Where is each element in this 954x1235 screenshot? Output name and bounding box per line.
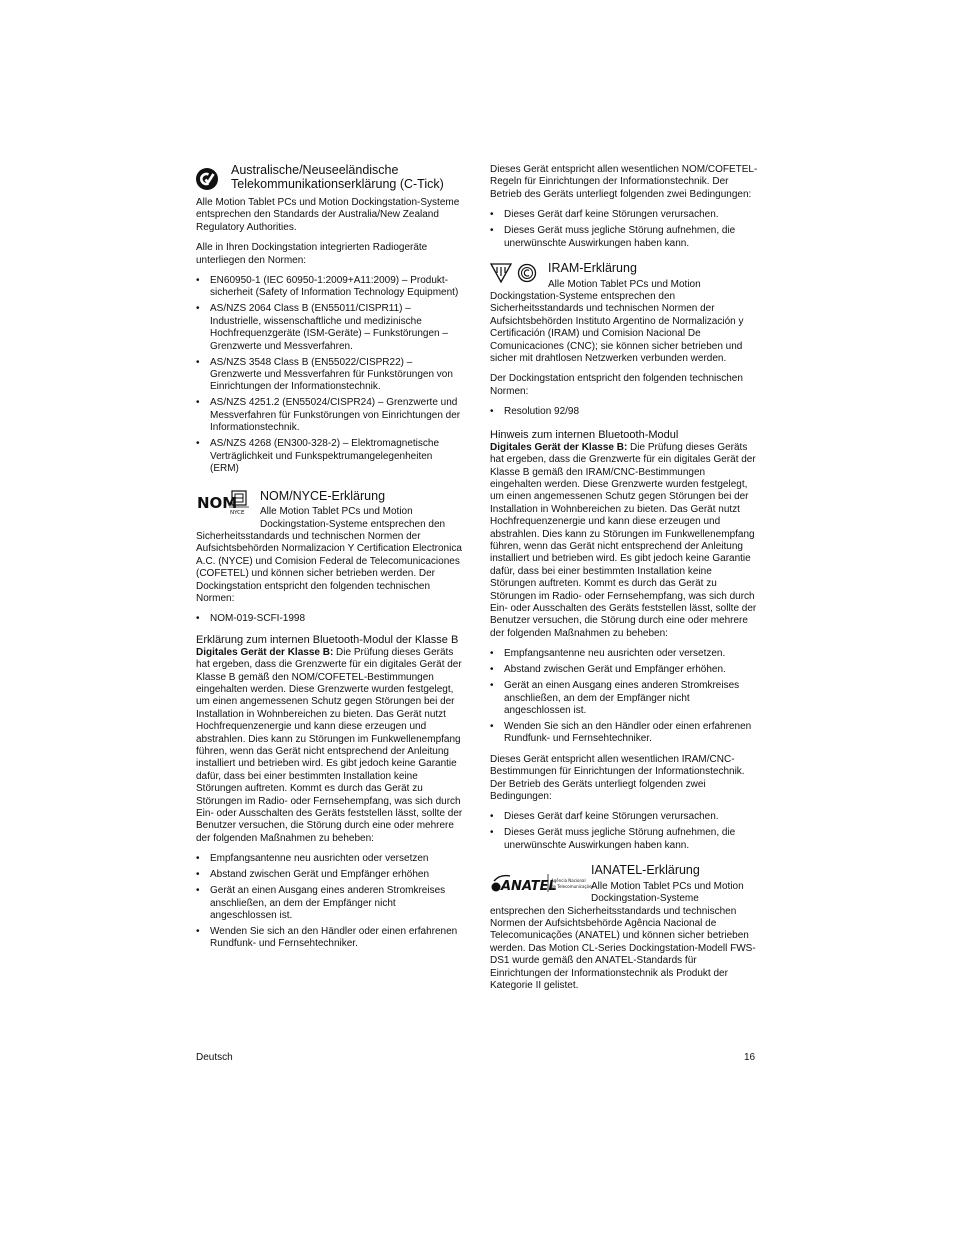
ctick-standards-list bbox=[196, 275, 464, 475]
nom-section bbox=[196, 490, 464, 531]
list-item: • Abstand zwischen Gerät und Empfänger erhöhen bbox=[196, 869, 464, 881]
left-bluetooth-text: Die Prüfung dieses Geräts hat ergeben, dass die Grenzwerte für ein digitales Gerät der Klasse B gemäß den NOM/COFETEL-Bestimmungen eingehalten werden. Diese Grenzwerte wurden festgelegt, um einen angemessenen Schutz gegen Störungen bei der Installation in Wohnbereichen zu bieten. Das Gerät nutzt Hochfrequenzenergie und kann diese erzeugen und abstrahlen. Dies kann zu Störungen im Funkwellenempfang führen, wenn das Gerät nicht entsprechend der Anleitung installiert und betrieben wird. Es gibt jedoch keine Garantie dafür, dass bei einer bestimmten Installation keine Störungen auftreten. Kommt es durch das Gerät zu Störungen im Radio- oder Fernsehempfang, was sich durch Ein- oder Ausschalten des Geräts feststellen lässt, sollte der Benutzer versuchen, die Störung durch eine oder mehrere der folgenden Maßnahmen zu beheben: bbox=[196, 646, 463, 844]
list-item: • Gerät an einen Ausgang eines anderen Stromkreises anschließen, an dem der Empfänger nicht angeschlossen ist. bbox=[490, 680, 758, 717]
anatel-section bbox=[490, 864, 758, 905]
ctick-paragraph-1: Alle Motion Tablet PCs und Motion Dockingstation-Systeme entsprechen den Standards der Australia/New Zealand Regulatory Authorities. bbox=[196, 197, 460, 233]
ctick-section bbox=[196, 164, 464, 194]
list-item: • Wenden Sie sich an den Händler oder einen erfahrenen Rundfunk- und Fernsehtechniker. bbox=[196, 926, 464, 951]
left-bluetooth-heading: Erklärung zum internen Bluetooth-Modul der Klasse B bbox=[196, 633, 459, 646]
c-tick-icon bbox=[196, 168, 218, 190]
right-bluetooth-measures-list bbox=[490, 648, 758, 746]
list-item: • Resolution 92/98 bbox=[490, 406, 758, 418]
nom-standards-list bbox=[196, 613, 464, 625]
left-column bbox=[196, 164, 464, 959]
iram-section bbox=[490, 262, 758, 291]
anatel-heading: IANATEL-Erklärung bbox=[591, 863, 700, 878]
iram-paragraph-start: Alle Motion Tablet PCs und Motion bbox=[548, 278, 701, 290]
right-column bbox=[490, 164, 758, 1001]
nom-paragraph-rest: Sicherheitsstandards und technischen Normen der Aufsichtsbehörden Normalizacion Y Certification Electronica A.C. (NYCE) und Comision Federal de Telecomunicaciones (COFETEL) und können sicher betrieben werden. Der Dockingstation entspricht den folgenden technischen Normen: bbox=[196, 530, 462, 604]
iram-heading: IRAM-Erklärung bbox=[548, 261, 637, 276]
iram-logo bbox=[490, 262, 538, 288]
list-item: • Gerät an einen Ausgang eines anderen Stromkreises anschließen, an dem der Empfänger nicht angeschlossen ist. bbox=[196, 885, 464, 922]
list-item: • Empfangsantenne neu ausrichten oder versetzen. bbox=[490, 648, 758, 660]
list-item: • Dieses Gerät darf keine Störungen verursachen. bbox=[490, 811, 758, 823]
right-bluetooth-paragraph-2: Dieses Gerät entspricht allen wesentlichen IRAM/CNC-Bestimmungen für Einrichtungen der Informationstechnik. Der Betrieb des Geräts unterliegt folgenden zwei Bedingungen: bbox=[490, 753, 745, 803]
iram-paragraph-rest: Dockingstation-Systeme entsprechen den Sicherheitsstandards und technischen Normen der Aufsichtsbehörden Instituto Argentino de Normalización y Certificación (IRAM) und Comision Nacional De Comunicaciones (CNC); sie können sicher betrieben und sicher mit drahtlosen Netzwerken verbunden werden. bbox=[490, 291, 744, 365]
list-item: • Empfangsantenne neu ausrichten oder versetzen bbox=[196, 853, 464, 865]
list-item: • Wenden Sie sich an den Händler oder einen erfahrenen Rundfunk- und Fernsehtechniker. bbox=[490, 721, 758, 746]
ctick-heading: Australische/Neuseeländische Telekommunikationserklärung (C-Tick) bbox=[231, 163, 444, 191]
anatel-logo bbox=[490, 870, 594, 898]
list-item: • AS/NZS 4251.2 (EN55024/CISPR24) – Grenzwerte und Messverfahren für Funkstörungen von Einrichtungen der Informationstechnik. bbox=[196, 397, 464, 434]
right-bluetooth-paragraph bbox=[490, 442, 758, 641]
iram-standards-list bbox=[490, 406, 758, 418]
ctick-paragraph-2: Alle in Ihren Dockingstation integrierten Radiogeräte unterliegen den Normen: bbox=[196, 242, 428, 266]
footer-page-number: 16 bbox=[744, 1052, 756, 1063]
nom-heading: NOM/NYCE-Erklärung bbox=[260, 488, 386, 503]
right-bluetooth-bold-lead: Digitales Gerät der Klasse B: bbox=[490, 441, 628, 453]
anatel-logo-sub2: de Telecomunicações bbox=[551, 884, 594, 890]
list-item: • AS/NZS 2064 Class B (EN55011/CISPR11) – Industrielle, wissenschaftliche und medizinische Hochfrequenzgeräte (ISM-Geräte) – Funkstörungen – Grenzwerte und Messverfahren. bbox=[196, 303, 464, 353]
anatel-logo-sub1: Agência Nacional bbox=[551, 878, 586, 884]
list-item: • Dieses Gerät muss jegliche Störung aufnehmen, die unerwünschte Auswirkungen haben kann. bbox=[490, 827, 758, 852]
list-item: • EN60950-1 (IEC 60950-1:2009+A11:2009) – Produkt-sicherheit (Safety of Information Technology Equipment) bbox=[196, 275, 464, 300]
list-item: • Dieses Gerät darf keine Störungen verursachen. bbox=[490, 209, 758, 221]
iram-paragraph-2: Der Dockingstation entspricht den folgenden technischen Normen: bbox=[490, 373, 743, 397]
list-item: • Abstand zwischen Gerät und Empfänger erhöhen. bbox=[490, 664, 758, 676]
right-bluetooth-conditions-list bbox=[490, 811, 758, 852]
intro-paragraph: Dieses Gerät entspricht allen wesentlichen NOM/COFETEL-Regeln für Einrichtungen der Informationstechnik. Der Betrieb des Geräts unterliegt folgenden zwei Bedingungen: bbox=[490, 164, 758, 200]
nyce-logo bbox=[229, 490, 249, 520]
left-bluetooth-paragraph bbox=[196, 647, 464, 846]
right-bluetooth-heading: Hinweis zum internen Bluetooth-Modul bbox=[490, 428, 679, 441]
nom-paragraph-start: Alle Motion Tablet PCs und Motion Dockingstation-Systeme entsprechen den bbox=[260, 506, 446, 530]
list-item: • AS/NZS 4268 (EN300-328-2) – Elektromagnetische Verträglichkeit und Funkspektrumangelegenheiten (ERM) bbox=[196, 438, 464, 475]
right-bluetooth-text: Die Prüfung dieses Geräts hat ergeben, dass die Grenzwerte für ein digitales Gerät der Klasse B gemäß den IRAM/CNC-Bestimmungen eingehalten werden. Diese Grenzwerte wurden festgelegt, um einen angemessenen Schutz gegen Störungen bei der Installation in Wohnbereichen zu bieten. Das Gerät nutzt Hochfrequenzenergie und kann diese erzeugen und abstrahlen. Dies kann zu Störungen im Funkwellenempfang führen, wenn das Gerät nicht entsprechend der Anleitung installiert und betrieben wird. Es gibt jedoch keine Garantie dafür, dass bei einer bestimmten Installation keine Störungen auftreten. Kommt es durch das Gerät zu Störungen im Radio- oder Fernsehempfang, was sich durch Ein- oder Ausschalten des Geräts feststellen lässt, sollte der Benutzer versuchen, die Störung durch eine oder mehrere der folgenden Maßnahmen zu beheben: bbox=[490, 441, 757, 639]
nyce-logo-text: NYCE bbox=[230, 509, 245, 516]
anatel-paragraph-start: Alle Motion Tablet PCs und Motion Dockingstation-Systeme bbox=[591, 880, 744, 905]
anatel-logo-text: ANATEL bbox=[501, 879, 557, 895]
list-item: • Dieses Gerät muss jegliche Störung aufnehmen, die unerwünschte Auswirkungen haben kann. bbox=[490, 225, 758, 250]
nom-logo-text: NOM bbox=[197, 493, 238, 512]
list-item: • AS/NZS 3548 Class B (EN55022/CISPR22) – Grenzwerte und Messverfahren für Funkstörungen von Einrichtungen der Informationstechnik. bbox=[196, 357, 464, 394]
footer-language: Deutsch bbox=[196, 1052, 233, 1063]
left-bluetooth-measures-list bbox=[196, 853, 464, 951]
anatel-paragraph-rest: entsprechen den Sicherheitsstandards und technischen Normen der Aufsichtsbehörde Agência Nacional de Telecomunicações (ANATEL) und können sicher betrieben werden. Das Motion CL-Series Dockingstation-Modell FWS-DS1 wurde gemäß den ANATEL-Standards für Einrichtungen der Informationstechnik als Produkt der Kategorie II gelistet. bbox=[490, 905, 756, 992]
left-bluetooth-bold-lead: Digitales Gerät der Klasse B: bbox=[196, 646, 334, 658]
list-item: • NOM-019-SCFI-1998 bbox=[196, 613, 464, 625]
intro-conditions-list bbox=[490, 209, 758, 250]
